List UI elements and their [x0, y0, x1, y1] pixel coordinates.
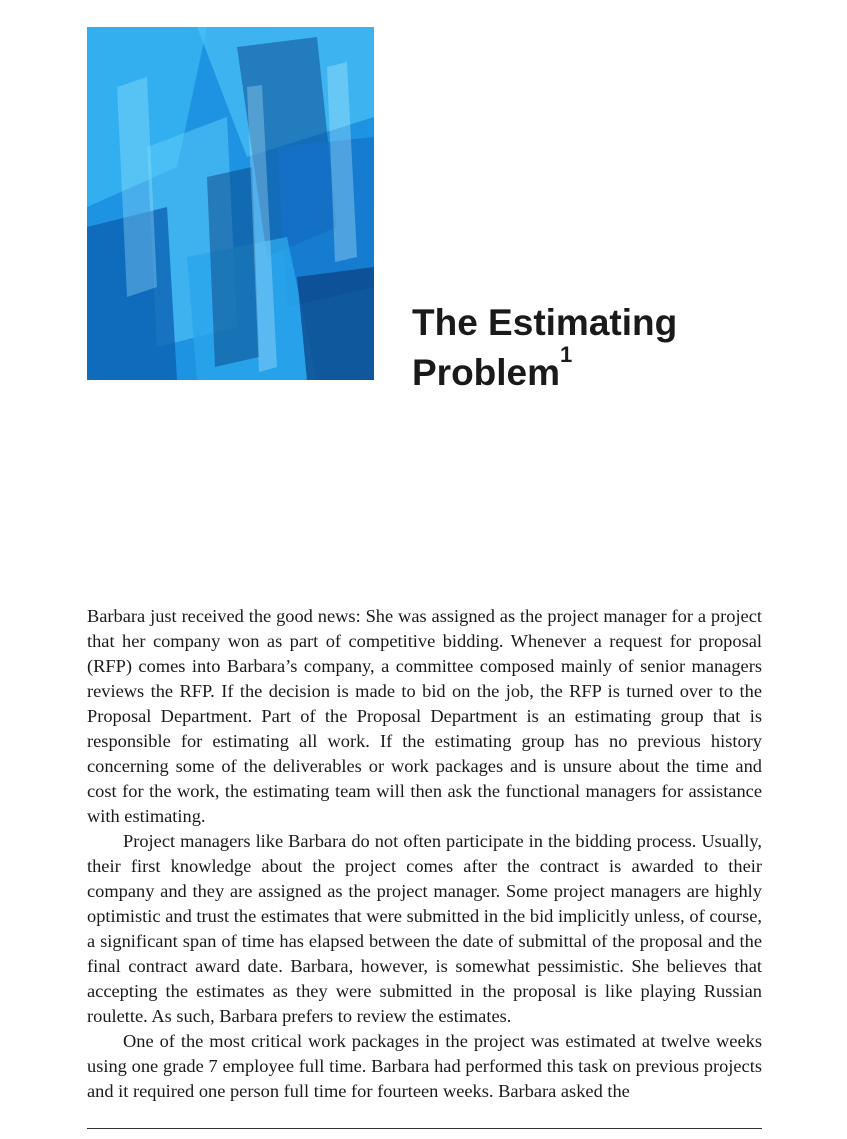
- abstract-blue-glass-art: [87, 27, 374, 380]
- paragraph-3: One of the most critical work packages in the project was estimated at twelve weeks using one grade 7 employee full time. Barbara had performed this task on previous projects and it required one person full time for fourteen weeks. Barbara asked the: [87, 1031, 762, 1101]
- paragraph-2: Project managers like Barbara do not often participate in the bidding process. Usually, their first knowledge about the project comes after the contract is awarded to their company and they are assigned as the project manager. Some project managers are highly optimistic and trust the estimates that were submitted in the bid implicitly unless, of course, a significant span of time has elapsed between the date of submittal of the proposal and the final contract award date. Barbara, however, is somewhat pessimistic. She believes that accepting the estimates as they were submitted in the proposal is like playing Russian roulette. As such, Barbara prefers to review the estimates.: [87, 831, 762, 1026]
- chapter-title-line1: The Estimating: [412, 302, 678, 343]
- footnote-marker: 1: [560, 342, 573, 367]
- footer-rule: [87, 1128, 762, 1129]
- paragraph-1: Barbara just received the good news: She was assigned as the project manager for a project that her company won as part of competitive bidding. Whenever a request for proposal (RFP) comes into Barbara’s company, a committee composed mainly of senior managers reviews the RFP. If the decision is made to bid on the job, the RFP is turned over to the Proposal Department. Part of the Proposal Department is an estimating group that is responsible for estimating all work. If the estimating group has no previous history concerning some of the deliverables or work packages and is unsure about the time and cost for the work, the estimating team will then ask the functional managers for assistance with estimating.: [87, 606, 762, 826]
- body-text: [87, 604, 762, 1104]
- chapter-title-line2: Problem: [412, 352, 561, 393]
- chapter-cover-image: [87, 27, 374, 380]
- chapter-title: [412, 298, 792, 398]
